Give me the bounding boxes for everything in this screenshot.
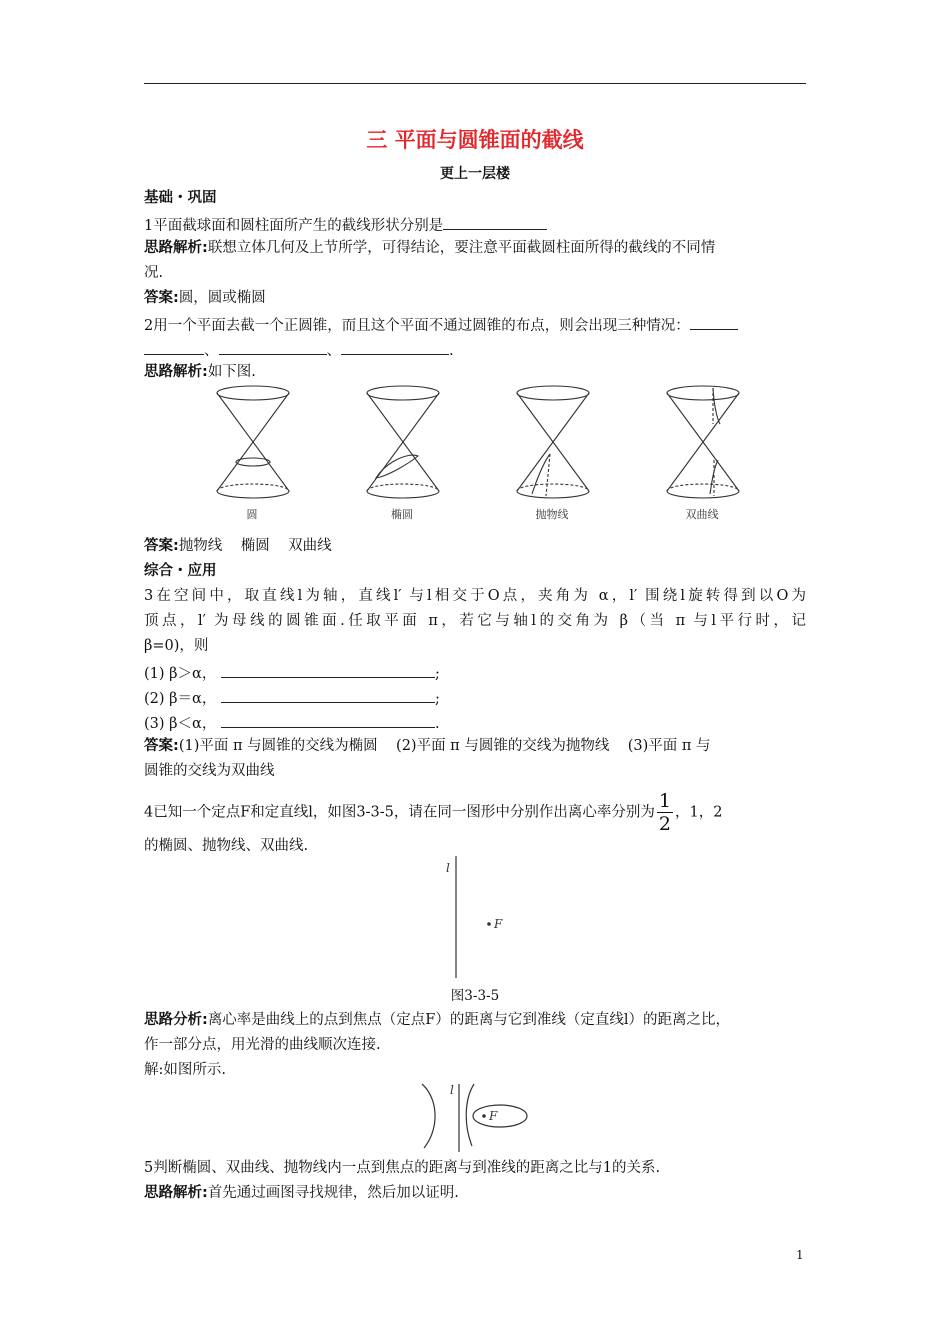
q3-blank-3 bbox=[221, 711, 435, 728]
q2-blanks: 、 、 . bbox=[144, 338, 806, 361]
q1-answer: 答案:圆，圆或椭圆 bbox=[144, 290, 266, 306]
q3-line-1: 3在空间中，取直线l为轴，直线l′ 与l相交于O点，夹角为 α，l′ 围绕l旋转得到以O为 bbox=[144, 588, 806, 604]
q1-analysis-cont: 况. bbox=[144, 265, 164, 281]
q2-blank-start bbox=[690, 313, 738, 330]
figure-3-3-5 bbox=[440, 854, 510, 980]
header-rule bbox=[144, 83, 806, 84]
fraction-one-half: $\frac{1}{2}$ bbox=[658, 790, 671, 835]
q1-blank bbox=[443, 213, 547, 230]
fig-point-label: F bbox=[494, 917, 503, 931]
sol-point-label: F bbox=[489, 1109, 498, 1123]
figure-caption: 图3-3-5 bbox=[450, 988, 500, 1004]
section-basic-heading: 基础・巩固 bbox=[144, 190, 217, 206]
q3-line-2: 顶点，l′ 为母线的圆锥面.任取平面 π，若它与轴l的交角为 β（当 π 与l平行时，记 bbox=[144, 613, 806, 629]
q3-option-2: (2) β＝α， ; bbox=[144, 686, 806, 709]
q3-option-1: (1) β＞α， ; bbox=[144, 661, 806, 684]
ellipse-curve bbox=[473, 1105, 527, 1127]
q1-question: 1平面截球面和圆柱面所产生的截线形状分别是 bbox=[144, 213, 806, 236]
q4-line-1: 4已知一个定点F和定直线l，如图3-3-5，请在同一图形中分别作出离心率分别为 $\frac{1}{2}$ ，1，2 bbox=[144, 790, 723, 835]
section-comprehensive-heading: 综合・应用 bbox=[144, 563, 217, 579]
q2-blank-2 bbox=[219, 338, 327, 355]
cone-label-parabola: 抛物线 bbox=[535, 508, 569, 521]
cone-figure-ellipse bbox=[358, 384, 448, 504]
q5-question: 5判断椭圆、双曲线、抛物线内一点到焦点的距离与到准线的距离之比与1的关系. bbox=[144, 1160, 661, 1176]
cone-figure-parabola bbox=[508, 384, 598, 504]
q5-analysis: 思路解析:首先通过画图寻找规律，然后加以证明. bbox=[144, 1185, 459, 1201]
q3-line-3: β=0)，则 bbox=[144, 638, 209, 654]
q3-blank-1 bbox=[221, 661, 435, 678]
cone-label-ellipse: 椭圆 bbox=[391, 508, 413, 521]
q2-blank-1 bbox=[144, 338, 204, 355]
sol-line-label: l bbox=[450, 1083, 454, 1097]
cone-label-circle: 圆 bbox=[246, 508, 258, 521]
page-subtitle: 更上一层楼 bbox=[440, 166, 510, 182]
fig-line-label: l bbox=[446, 861, 450, 875]
q4-analysis: 思路分析:离心率是曲线上的点到焦点（定点F）的距离与它到准线（定直线l）的距离之比， bbox=[144, 1012, 731, 1028]
cone-figure-hyperbola bbox=[658, 384, 748, 504]
page-title: 三 平面与圆锥面的截线 bbox=[366, 128, 584, 152]
q2-answer: 答案:抛物线 椭圆 双曲线 bbox=[144, 538, 332, 554]
page-number: 1 bbox=[796, 1248, 804, 1262]
q3-option-3: (3) β＜α， . bbox=[144, 711, 806, 734]
q3-blank-2 bbox=[221, 686, 435, 703]
q4-solution: 解:如图所示. bbox=[144, 1062, 226, 1078]
q2-blank-3 bbox=[341, 338, 449, 355]
sol-focus-point bbox=[482, 1114, 486, 1118]
q4-line-2: 的椭圆、抛物线、双曲线. bbox=[144, 838, 309, 854]
q1-analysis: 思路解析:联想立体几何及上节所学，可得结论，要注意平面截圆柱面所得的截线的不同情 bbox=[144, 240, 716, 256]
q3-answer-cont: 圆锥的交线为双曲线 bbox=[144, 763, 275, 779]
q2-analysis: 思路解析:如下图. bbox=[144, 364, 256, 380]
q2-question: 2用一个平面去截一个正圆锥，而且这个平面不通过圆锥的布点，则会出现三种情况： bbox=[144, 313, 806, 336]
q3-answer: 答案:(1)平面 π 与圆锥的交线为椭圆 (2)平面 π 与圆锥的交线为抛物线 (3)平面 π 与 bbox=[144, 738, 711, 754]
cone-figure-circle bbox=[208, 384, 298, 504]
cone-label-hyperbola: 双曲线 bbox=[685, 508, 719, 521]
q4-analysis-cont: 作一部分点，用光滑的曲线顺次连接. bbox=[144, 1037, 381, 1053]
hyperbola-left-branch bbox=[422, 1084, 435, 1148]
fig-focus-point bbox=[487, 922, 491, 926]
solution-figure bbox=[416, 1080, 536, 1152]
